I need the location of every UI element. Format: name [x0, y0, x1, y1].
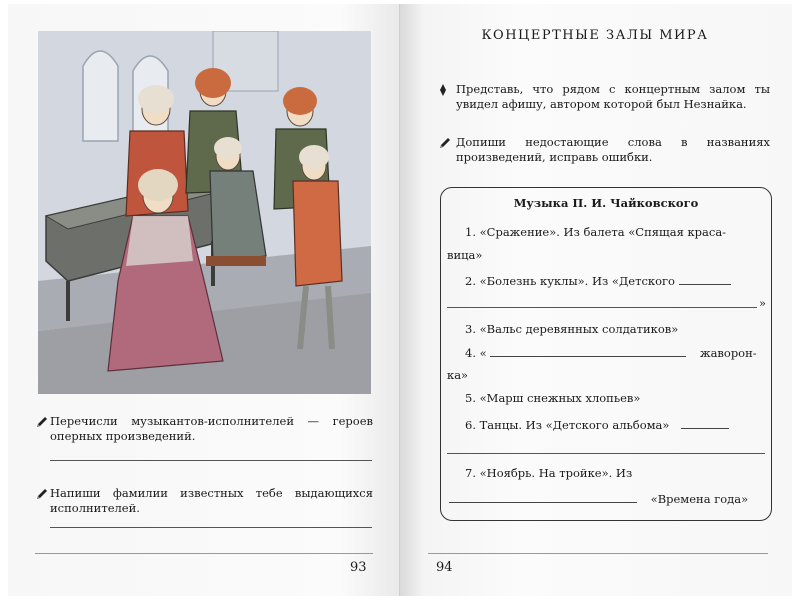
- pencil-icon: [438, 136, 452, 150]
- book-spread: [8, 4, 792, 596]
- item-4-end: жаворон-: [699, 346, 757, 360]
- poster-title: Музыка П. И. Чайковского: [513, 196, 699, 210]
- item-2-line-1: [465, 273, 765, 289]
- item-7-end: «Времена года»: [650, 492, 749, 506]
- item-6: [465, 417, 765, 433]
- answer-blank[interactable]: [679, 273, 731, 285]
- task-text: Представь, что рядом с концертным залом ты увидел афишу, автором которой был Незнайка.: [456, 82, 770, 111]
- item-3: 3. «Вальс деревянных солдатиков»: [465, 322, 679, 336]
- answer-line[interactable]: [447, 307, 757, 308]
- page-number-left: 93: [350, 560, 367, 575]
- illustration-musicians: [38, 31, 371, 394]
- footer-rule: [428, 553, 768, 554]
- task-text: Допиши недостающие слова в названиях произведений, исправь ошибки.: [456, 135, 770, 164]
- item-4-line-2: ка»: [447, 368, 469, 382]
- task-text: Напиши фамилии известных тебе выдающихся исполнителей.: [50, 486, 373, 515]
- answer-blank[interactable]: [681, 417, 729, 429]
- answer-line[interactable]: [50, 460, 372, 461]
- footer-rule: [35, 553, 373, 554]
- item-5: 5. «Марш снежных хлопьев»: [465, 391, 641, 405]
- task-imagine-poster: [438, 82, 770, 112]
- item-6-text: 6. Танцы. Из «Детского альбома»: [465, 418, 670, 432]
- item-1-line-1: 1. «Сражение». Из балета «Спящая краса-: [465, 225, 727, 239]
- answer-blank[interactable]: [449, 491, 637, 503]
- answer-line[interactable]: [447, 453, 765, 454]
- diamond-icon: [438, 83, 452, 97]
- task-write-performers: [35, 486, 373, 516]
- item-4-line-1: [465, 345, 765, 361]
- answer-line[interactable]: [50, 527, 372, 528]
- page-title: КОНЦЕРТНЫЕ ЗАЛЫ МИРА: [481, 28, 709, 43]
- pencil-icon: [35, 487, 49, 501]
- task-list-musicians: [35, 414, 373, 444]
- item-1-line-2: вица»: [447, 248, 483, 262]
- item-7-line-2: [449, 491, 749, 507]
- task-text: Перечисли музыкантов-исполнителей — героев оперных произведений.: [50, 414, 373, 443]
- poster-box: [440, 187, 772, 521]
- item-7-line-1: 7. «Ноябрь. На тройке». Из: [465, 466, 633, 480]
- item-2-text: 2. «Болезнь куклы». Из «Детского: [465, 274, 675, 288]
- pencil-icon: [35, 415, 49, 429]
- task-fill-words: [438, 135, 770, 165]
- page-number-right: 94: [436, 560, 453, 575]
- item-2-close: »: [759, 296, 767, 310]
- item-4-start: 4. «: [465, 346, 487, 360]
- answer-blank[interactable]: [490, 345, 686, 357]
